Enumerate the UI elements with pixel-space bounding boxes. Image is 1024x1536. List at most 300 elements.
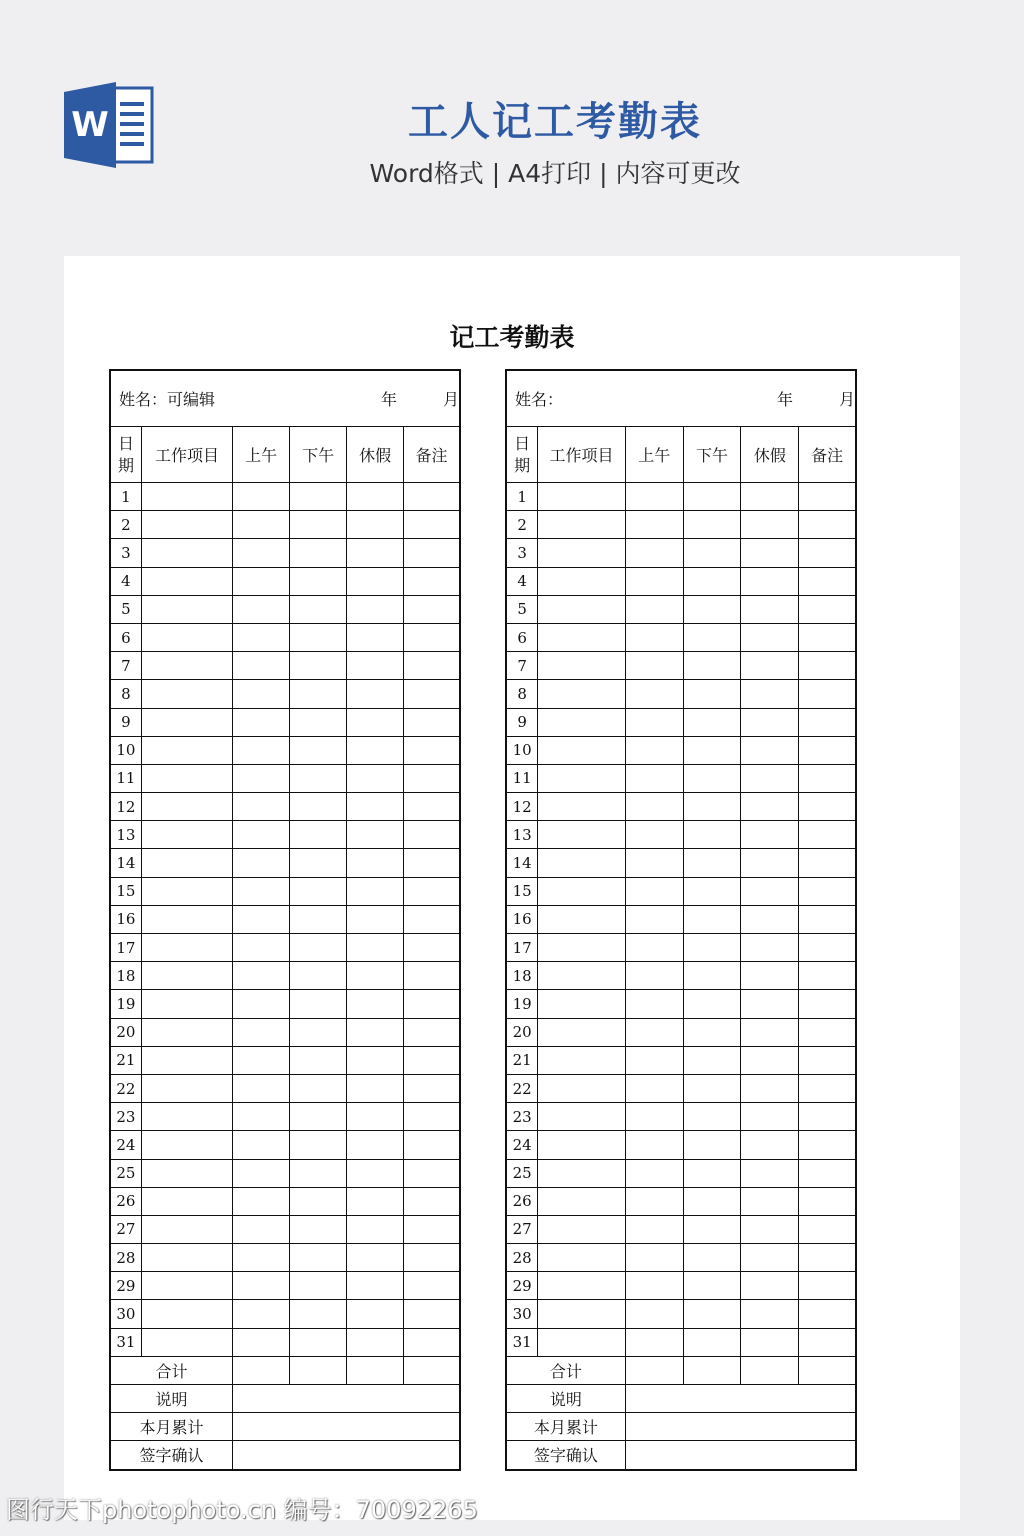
work-item-cell[interactable] [538, 1103, 626, 1131]
work-item-cell[interactable] [538, 793, 626, 821]
remarks-cell[interactable] [404, 764, 460, 792]
afternoon-cell[interactable] [290, 1215, 347, 1243]
afternoon-cell[interactable] [290, 623, 347, 651]
leave-cell[interactable] [347, 934, 404, 962]
remarks-cell[interactable] [799, 877, 856, 905]
morning-cell[interactable] [625, 962, 683, 990]
morning-cell[interactable] [233, 1328, 290, 1356]
afternoon-cell[interactable] [683, 736, 741, 764]
morning-cell[interactable] [625, 1159, 683, 1187]
morning-cell[interactable] [233, 736, 290, 764]
afternoon-cell[interactable] [683, 905, 741, 933]
morning-cell[interactable] [625, 511, 683, 539]
remarks-cell[interactable] [799, 1215, 856, 1243]
leave-cell[interactable] [347, 990, 404, 1018]
leave-cell[interactable] [741, 736, 799, 764]
remarks-cell[interactable] [799, 708, 856, 736]
work-item-cell[interactable] [141, 567, 232, 595]
leave-cell[interactable] [741, 962, 799, 990]
remarks-cell[interactable] [404, 1272, 460, 1300]
leave-cell[interactable] [741, 483, 799, 511]
leave-cell[interactable] [741, 680, 799, 708]
morning-cell[interactable] [625, 934, 683, 962]
leave-cell[interactable] [347, 764, 404, 792]
work-item-cell[interactable] [538, 905, 626, 933]
morning-cell[interactable] [625, 1103, 683, 1131]
remarks-cell[interactable] [799, 1244, 856, 1272]
remarks-cell[interactable] [404, 1300, 460, 1328]
work-item-cell[interactable] [141, 934, 232, 962]
morning-cell[interactable] [233, 849, 290, 877]
morning-cell[interactable] [233, 821, 290, 849]
morning-cell[interactable] [625, 793, 683, 821]
leave-cell[interactable] [741, 1018, 799, 1046]
remarks-cell[interactable] [404, 1244, 460, 1272]
afternoon-cell[interactable] [290, 1074, 347, 1102]
work-item-cell[interactable] [141, 1272, 232, 1300]
morning-cell[interactable] [233, 905, 290, 933]
afternoon-cell[interactable] [683, 1103, 741, 1131]
morning-cell[interactable] [233, 1159, 290, 1187]
work-item-cell[interactable] [538, 1244, 626, 1272]
afternoon-cell[interactable] [290, 567, 347, 595]
work-item-cell[interactable] [141, 1131, 232, 1159]
afternoon-cell[interactable] [683, 567, 741, 595]
afternoon-cell[interactable] [290, 680, 347, 708]
morning-cell[interactable] [625, 680, 683, 708]
work-item-cell[interactable] [538, 1018, 626, 1046]
leave-cell[interactable] [741, 1046, 799, 1074]
remarks-cell[interactable] [799, 1074, 856, 1102]
morning-cell[interactable] [233, 1103, 290, 1131]
afternoon-cell[interactable] [290, 511, 347, 539]
afternoon-cell[interactable] [290, 1328, 347, 1356]
leave-cell[interactable] [741, 764, 799, 792]
leave-cell[interactable] [347, 1244, 404, 1272]
remarks-cell[interactable] [404, 1131, 460, 1159]
remarks-total-cell[interactable] [799, 1356, 856, 1384]
leave-cell[interactable] [741, 708, 799, 736]
afternoon-cell[interactable] [290, 821, 347, 849]
remarks-cell[interactable] [799, 821, 856, 849]
leave-cell[interactable] [741, 1074, 799, 1102]
leave-cell[interactable] [741, 793, 799, 821]
remarks-cell[interactable] [799, 1300, 856, 1328]
afternoon-cell[interactable] [683, 1159, 741, 1187]
afternoon-cell[interactable] [683, 764, 741, 792]
leave-cell[interactable] [347, 1215, 404, 1243]
afternoon-cell[interactable] [290, 793, 347, 821]
work-item-cell[interactable] [538, 539, 626, 567]
leave-cell[interactable] [347, 905, 404, 933]
remarks-cell[interactable] [799, 595, 856, 623]
remarks-cell[interactable] [799, 1046, 856, 1074]
remarks-cell[interactable] [404, 708, 460, 736]
afternoon-total-cell[interactable] [290, 1356, 347, 1384]
work-item-cell[interactable] [141, 962, 232, 990]
morning-cell[interactable] [233, 793, 290, 821]
afternoon-cell[interactable] [290, 905, 347, 933]
afternoon-cell[interactable] [290, 595, 347, 623]
work-item-cell[interactable] [141, 764, 232, 792]
afternoon-cell[interactable] [290, 1187, 347, 1215]
work-item-cell[interactable] [538, 1131, 626, 1159]
remarks-cell[interactable] [404, 539, 460, 567]
work-item-cell[interactable] [538, 595, 626, 623]
leave-cell[interactable] [741, 934, 799, 962]
afternoon-cell[interactable] [290, 849, 347, 877]
leave-cell[interactable] [741, 623, 799, 651]
leave-cell[interactable] [347, 1187, 404, 1215]
work-item-cell[interactable] [538, 1215, 626, 1243]
remarks-cell[interactable] [799, 1159, 856, 1187]
afternoon-cell[interactable] [290, 652, 347, 680]
morning-cell[interactable] [625, 1300, 683, 1328]
afternoon-cell[interactable] [683, 708, 741, 736]
morning-cell[interactable] [625, 1018, 683, 1046]
morning-cell[interactable] [625, 821, 683, 849]
morning-cell[interactable] [625, 1244, 683, 1272]
work-item-cell[interactable] [141, 1187, 232, 1215]
afternoon-total-cell[interactable] [683, 1356, 741, 1384]
work-item-cell[interactable] [538, 821, 626, 849]
remarks-cell[interactable] [799, 962, 856, 990]
work-item-cell[interactable] [141, 821, 232, 849]
leave-cell[interactable] [741, 1328, 799, 1356]
remarks-total-cell[interactable] [404, 1356, 460, 1384]
morning-cell[interactable] [625, 1131, 683, 1159]
leave-cell[interactable] [741, 905, 799, 933]
afternoon-cell[interactable] [683, 1215, 741, 1243]
leave-cell[interactable] [347, 511, 404, 539]
note-row-value[interactable] [233, 1385, 460, 1413]
morning-cell[interactable] [233, 1187, 290, 1215]
morning-cell[interactable] [233, 877, 290, 905]
work-item-cell[interactable] [141, 1018, 232, 1046]
afternoon-cell[interactable] [290, 1103, 347, 1131]
afternoon-cell[interactable] [290, 764, 347, 792]
leave-cell[interactable] [741, 1187, 799, 1215]
afternoon-cell[interactable] [683, 1187, 741, 1215]
afternoon-cell[interactable] [683, 1131, 741, 1159]
morning-cell[interactable] [625, 623, 683, 651]
leave-cell[interactable] [347, 793, 404, 821]
remarks-cell[interactable] [799, 652, 856, 680]
remarks-cell[interactable] [799, 1131, 856, 1159]
work-item-cell[interactable] [538, 1046, 626, 1074]
leave-cell[interactable] [741, 511, 799, 539]
afternoon-cell[interactable] [683, 511, 741, 539]
afternoon-cell[interactable] [290, 877, 347, 905]
work-item-cell[interactable] [141, 483, 232, 511]
remarks-cell[interactable] [799, 934, 856, 962]
afternoon-cell[interactable] [683, 877, 741, 905]
month-cumulative-row-value[interactable] [625, 1413, 856, 1441]
afternoon-cell[interactable] [683, 680, 741, 708]
work-item-cell[interactable] [538, 483, 626, 511]
morning-cell[interactable] [625, 1046, 683, 1074]
work-item-cell[interactable] [538, 736, 626, 764]
morning-total-cell[interactable] [625, 1356, 683, 1384]
remarks-cell[interactable] [799, 1018, 856, 1046]
morning-cell[interactable] [233, 1074, 290, 1102]
morning-cell[interactable] [625, 1187, 683, 1215]
remarks-cell[interactable] [799, 990, 856, 1018]
leave-cell[interactable] [347, 567, 404, 595]
afternoon-cell[interactable] [683, 595, 741, 623]
remarks-cell[interactable] [404, 1103, 460, 1131]
afternoon-cell[interactable] [290, 539, 347, 567]
afternoon-cell[interactable] [290, 1018, 347, 1046]
morning-cell[interactable] [233, 595, 290, 623]
leave-cell[interactable] [347, 962, 404, 990]
afternoon-cell[interactable] [683, 793, 741, 821]
afternoon-cell[interactable] [683, 652, 741, 680]
leave-cell[interactable] [741, 1300, 799, 1328]
work-item-cell[interactable] [141, 1244, 232, 1272]
remarks-cell[interactable] [404, 511, 460, 539]
remarks-cell[interactable] [404, 623, 460, 651]
morning-cell[interactable] [233, 990, 290, 1018]
afternoon-cell[interactable] [683, 1300, 741, 1328]
leave-cell[interactable] [741, 1103, 799, 1131]
work-item-cell[interactable] [141, 623, 232, 651]
morning-cell[interactable] [233, 1046, 290, 1074]
leave-cell[interactable] [741, 1131, 799, 1159]
morning-cell[interactable] [233, 483, 290, 511]
remarks-cell[interactable] [404, 595, 460, 623]
remarks-cell[interactable] [404, 652, 460, 680]
remarks-cell[interactable] [799, 764, 856, 792]
remarks-cell[interactable] [404, 849, 460, 877]
leave-cell[interactable] [347, 652, 404, 680]
leave-cell[interactable] [741, 990, 799, 1018]
remarks-cell[interactable] [799, 623, 856, 651]
morning-cell[interactable] [233, 934, 290, 962]
remarks-cell[interactable] [799, 1272, 856, 1300]
leave-cell[interactable] [347, 1328, 404, 1356]
afternoon-cell[interactable] [290, 1131, 347, 1159]
signature-row-value[interactable] [625, 1441, 856, 1470]
afternoon-cell[interactable] [290, 736, 347, 764]
morning-cell[interactable] [625, 652, 683, 680]
leave-cell[interactable] [347, 877, 404, 905]
remarks-cell[interactable] [799, 680, 856, 708]
signature-row-value[interactable] [233, 1441, 460, 1470]
afternoon-cell[interactable] [683, 1018, 741, 1046]
morning-cell[interactable] [233, 1215, 290, 1243]
remarks-cell[interactable] [799, 905, 856, 933]
remarks-cell[interactable] [404, 483, 460, 511]
morning-cell[interactable] [625, 708, 683, 736]
remarks-cell[interactable] [404, 1159, 460, 1187]
morning-cell[interactable] [233, 567, 290, 595]
leave-cell[interactable] [347, 483, 404, 511]
remarks-cell[interactable] [404, 821, 460, 849]
work-item-cell[interactable] [141, 652, 232, 680]
afternoon-cell[interactable] [290, 934, 347, 962]
remarks-cell[interactable] [404, 877, 460, 905]
leave-cell[interactable] [347, 1131, 404, 1159]
remarks-cell[interactable] [404, 934, 460, 962]
leave-cell[interactable] [347, 1103, 404, 1131]
morning-cell[interactable] [233, 680, 290, 708]
leave-cell[interactable] [741, 1159, 799, 1187]
morning-cell[interactable] [625, 1272, 683, 1300]
work-item-cell[interactable] [141, 990, 232, 1018]
afternoon-cell[interactable] [683, 962, 741, 990]
remarks-cell[interactable] [404, 736, 460, 764]
afternoon-cell[interactable] [683, 483, 741, 511]
leave-cell[interactable] [347, 736, 404, 764]
work-item-cell[interactable] [538, 764, 626, 792]
afternoon-cell[interactable] [683, 1328, 741, 1356]
morning-cell[interactable] [233, 1244, 290, 1272]
work-item-cell[interactable] [141, 1046, 232, 1074]
work-item-cell[interactable] [141, 849, 232, 877]
leave-cell[interactable] [347, 1272, 404, 1300]
work-item-cell[interactable] [538, 1272, 626, 1300]
work-item-cell[interactable] [141, 1159, 232, 1187]
morning-cell[interactable] [625, 595, 683, 623]
remarks-cell[interactable] [404, 1018, 460, 1046]
work-item-cell[interactable] [141, 1103, 232, 1131]
work-item-cell[interactable] [538, 708, 626, 736]
remarks-cell[interactable] [799, 793, 856, 821]
remarks-cell[interactable] [404, 567, 460, 595]
afternoon-cell[interactable] [290, 962, 347, 990]
morning-cell[interactable] [233, 539, 290, 567]
work-item-cell[interactable] [141, 511, 232, 539]
work-item-cell[interactable] [141, 539, 232, 567]
work-item-cell[interactable] [538, 990, 626, 1018]
leave-cell[interactable] [347, 539, 404, 567]
morning-cell[interactable] [233, 652, 290, 680]
work-item-cell[interactable] [538, 652, 626, 680]
work-item-cell[interactable] [538, 623, 626, 651]
leave-cell[interactable] [347, 1300, 404, 1328]
remarks-cell[interactable] [799, 483, 856, 511]
morning-cell[interactable] [625, 1215, 683, 1243]
name-cell[interactable] [506, 370, 856, 427]
leave-cell[interactable] [741, 595, 799, 623]
remarks-cell[interactable] [404, 1328, 460, 1356]
afternoon-cell[interactable] [290, 1159, 347, 1187]
leave-cell[interactable] [347, 680, 404, 708]
remarks-cell[interactable] [799, 567, 856, 595]
afternoon-cell[interactable] [683, 539, 741, 567]
morning-cell[interactable] [233, 708, 290, 736]
leave-cell[interactable] [741, 539, 799, 567]
morning-cell[interactable] [625, 905, 683, 933]
afternoon-cell[interactable] [683, 1046, 741, 1074]
work-item-cell[interactable] [538, 567, 626, 595]
morning-cell[interactable] [625, 849, 683, 877]
work-item-cell[interactable] [141, 877, 232, 905]
remarks-cell[interactable] [404, 680, 460, 708]
leave-cell[interactable] [741, 652, 799, 680]
remarks-cell[interactable] [404, 1046, 460, 1074]
work-item-cell[interactable] [141, 680, 232, 708]
work-item-cell[interactable] [538, 962, 626, 990]
leave-cell[interactable] [347, 595, 404, 623]
remarks-cell[interactable] [799, 849, 856, 877]
work-item-cell[interactable] [538, 680, 626, 708]
morning-cell[interactable] [625, 483, 683, 511]
work-item-cell[interactable] [141, 736, 232, 764]
afternoon-cell[interactable] [683, 1244, 741, 1272]
note-row-value[interactable] [625, 1385, 856, 1413]
remarks-cell[interactable] [799, 1187, 856, 1215]
afternoon-cell[interactable] [683, 821, 741, 849]
leave-cell[interactable] [347, 623, 404, 651]
work-item-cell[interactable] [538, 849, 626, 877]
work-item-cell[interactable] [538, 877, 626, 905]
morning-cell[interactable] [233, 1272, 290, 1300]
afternoon-cell[interactable] [290, 708, 347, 736]
remarks-cell[interactable] [404, 990, 460, 1018]
remarks-cell[interactable] [404, 1187, 460, 1215]
afternoon-cell[interactable] [683, 1272, 741, 1300]
morning-cell[interactable] [625, 990, 683, 1018]
leave-cell[interactable] [741, 877, 799, 905]
remarks-cell[interactable] [799, 511, 856, 539]
leave-cell[interactable] [741, 1244, 799, 1272]
work-item-cell[interactable] [538, 511, 626, 539]
work-item-cell[interactable] [538, 934, 626, 962]
morning-cell[interactable] [625, 736, 683, 764]
afternoon-cell[interactable] [290, 483, 347, 511]
remarks-cell[interactable] [799, 736, 856, 764]
morning-cell[interactable] [625, 567, 683, 595]
work-item-cell[interactable] [538, 1074, 626, 1102]
work-item-cell[interactable] [538, 1300, 626, 1328]
work-item-cell[interactable] [141, 1328, 232, 1356]
afternoon-cell[interactable] [683, 849, 741, 877]
leave-cell[interactable] [741, 1272, 799, 1300]
morning-cell[interactable] [233, 1018, 290, 1046]
leave-cell[interactable] [741, 567, 799, 595]
leave-total-cell[interactable] [347, 1356, 404, 1384]
leave-cell[interactable] [741, 821, 799, 849]
afternoon-cell[interactable] [290, 1046, 347, 1074]
afternoon-cell[interactable] [683, 1074, 741, 1102]
afternoon-cell[interactable] [290, 1244, 347, 1272]
morning-cell[interactable] [233, 623, 290, 651]
remarks-cell[interactable] [404, 1074, 460, 1102]
morning-cell[interactable] [625, 539, 683, 567]
work-item-cell[interactable] [141, 905, 232, 933]
leave-cell[interactable] [347, 1074, 404, 1102]
morning-cell[interactable] [625, 1328, 683, 1356]
remarks-cell[interactable] [799, 1103, 856, 1131]
morning-cell[interactable] [625, 764, 683, 792]
leave-cell[interactable] [347, 1159, 404, 1187]
leave-cell[interactable] [741, 1215, 799, 1243]
leave-cell[interactable] [347, 821, 404, 849]
work-item-cell[interactable] [538, 1187, 626, 1215]
morning-total-cell[interactable] [233, 1356, 290, 1384]
morning-cell[interactable] [233, 1131, 290, 1159]
leave-total-cell[interactable] [741, 1356, 799, 1384]
afternoon-cell[interactable] [290, 1272, 347, 1300]
afternoon-cell[interactable] [683, 934, 741, 962]
work-item-cell[interactable] [538, 1328, 626, 1356]
leave-cell[interactable] [741, 849, 799, 877]
leave-cell[interactable] [347, 1018, 404, 1046]
work-item-cell[interactable] [538, 1159, 626, 1187]
remarks-cell[interactable] [799, 1328, 856, 1356]
